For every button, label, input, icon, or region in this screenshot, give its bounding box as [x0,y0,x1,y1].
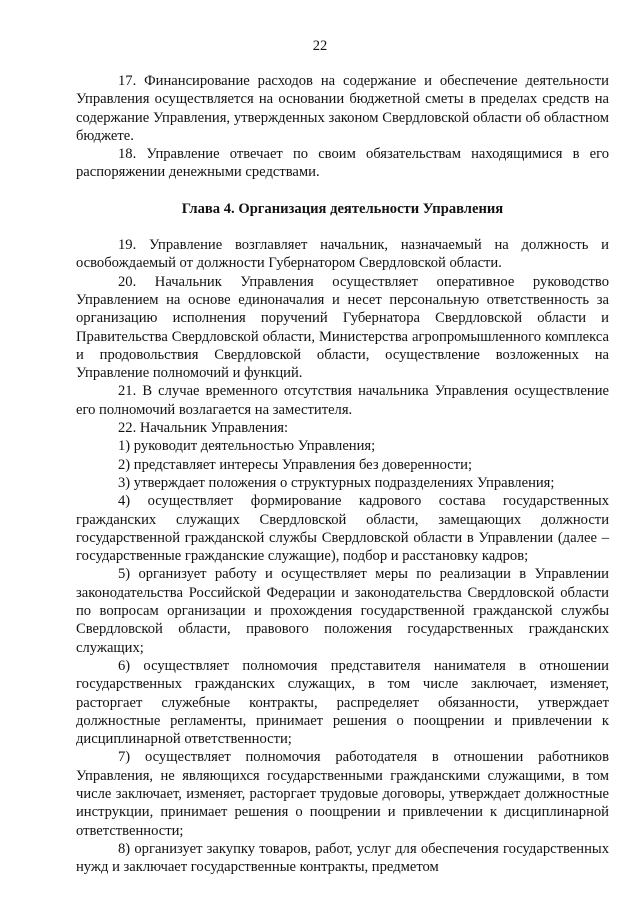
paragraph-22: 22. Начальник Управления: [118,420,289,437]
list-item-5: 5) организует работу и осуществляет меры по реализации в Управлении законодательства Российской Федерации и законодательства Свердловской области по вопросам организации и прохождения государственной гражданской службы Свердловской области, правового положения государственных гражданских служащих; [76,566,609,656]
list-item-3: 3) утверждает положения о структурных подразделениях Управления; [118,474,555,491]
paragraph-21: 21. В случае временного отсутствия начальника Управления осуществление его полномочий возлагается на заместителя. [76,383,609,418]
paragraph-20: 20. Начальник Управления осуществляет оперативное руководство Управлением на основе единоначалия и несет персональную ответственность за организацию исполнения поручений Губернатора Свердловской области и Правительства Свердловской области, Министерства агропромышленного комплекса и продовольствия Свердловской области, осуществление возложенных на Управление полномочий и функций. [76,273,609,382]
paragraph-17: 17. Финансирование расходов на содержание и обеспечение деятельности Управления осуществляется на основании бюджетной сметы в пределах средств на содержание Управления, утвержденных законом Свердловской области об областном бюджете. [76,73,609,144]
chapter-heading: Глава 4. Организация деятельности Управления [181,200,504,217]
paragraph-18: 18. Управление отвечает по своим обязательствам находящимися в его распоряжении денежными средствами. [76,146,609,181]
document-body [76,72,609,876]
paragraph-19: 19. Управление возглавляет начальник, назначаемый на должность и освобождаемый от должности Губернатором Свердловской области. [76,237,609,272]
list-item-4: 4) осуществляет формирование кадрового состава государственных гражданских служащих Свердловской области, замещающих должности государственной гражданской службы Свердловской области в Управлении (далее – государственные гражданские служащие), подбор и расстановку кадров; [76,493,609,565]
list-item-2: 2) представляет интересы Управления без доверенности; [118,456,473,473]
list-item-7: 7) осуществляет полномочия работодателя в отношении работников Управления, не являющихся государственными гражданскими служащими, в том числе заключает, изменяет, расторгает трудовые договоры, утверждает должностные инструкции, принимает решения о поощрении и привлечении к дисциплинарной ответственности; [76,749,609,839]
list-item-1: 1) руководит деятельностью Управления; [118,438,376,455]
list-item-6: 6) осуществляет полномочия представителя нанимателя в отношении государственных гражданских служащих, в том числе заключает, изменяет, расторгает служебные контракты, распределяет обязанности, утверждает должностные регламенты, принимает решения о поощрении и привлечении к дисциплинарной ответственности; [76,657,609,748]
list-item-8: 8) организует закупку товаров, работ, услуг для обеспечения государственных нужд и заключает государственные контракты, предметом [76,840,609,876]
page-number: 22 [312,38,328,54]
